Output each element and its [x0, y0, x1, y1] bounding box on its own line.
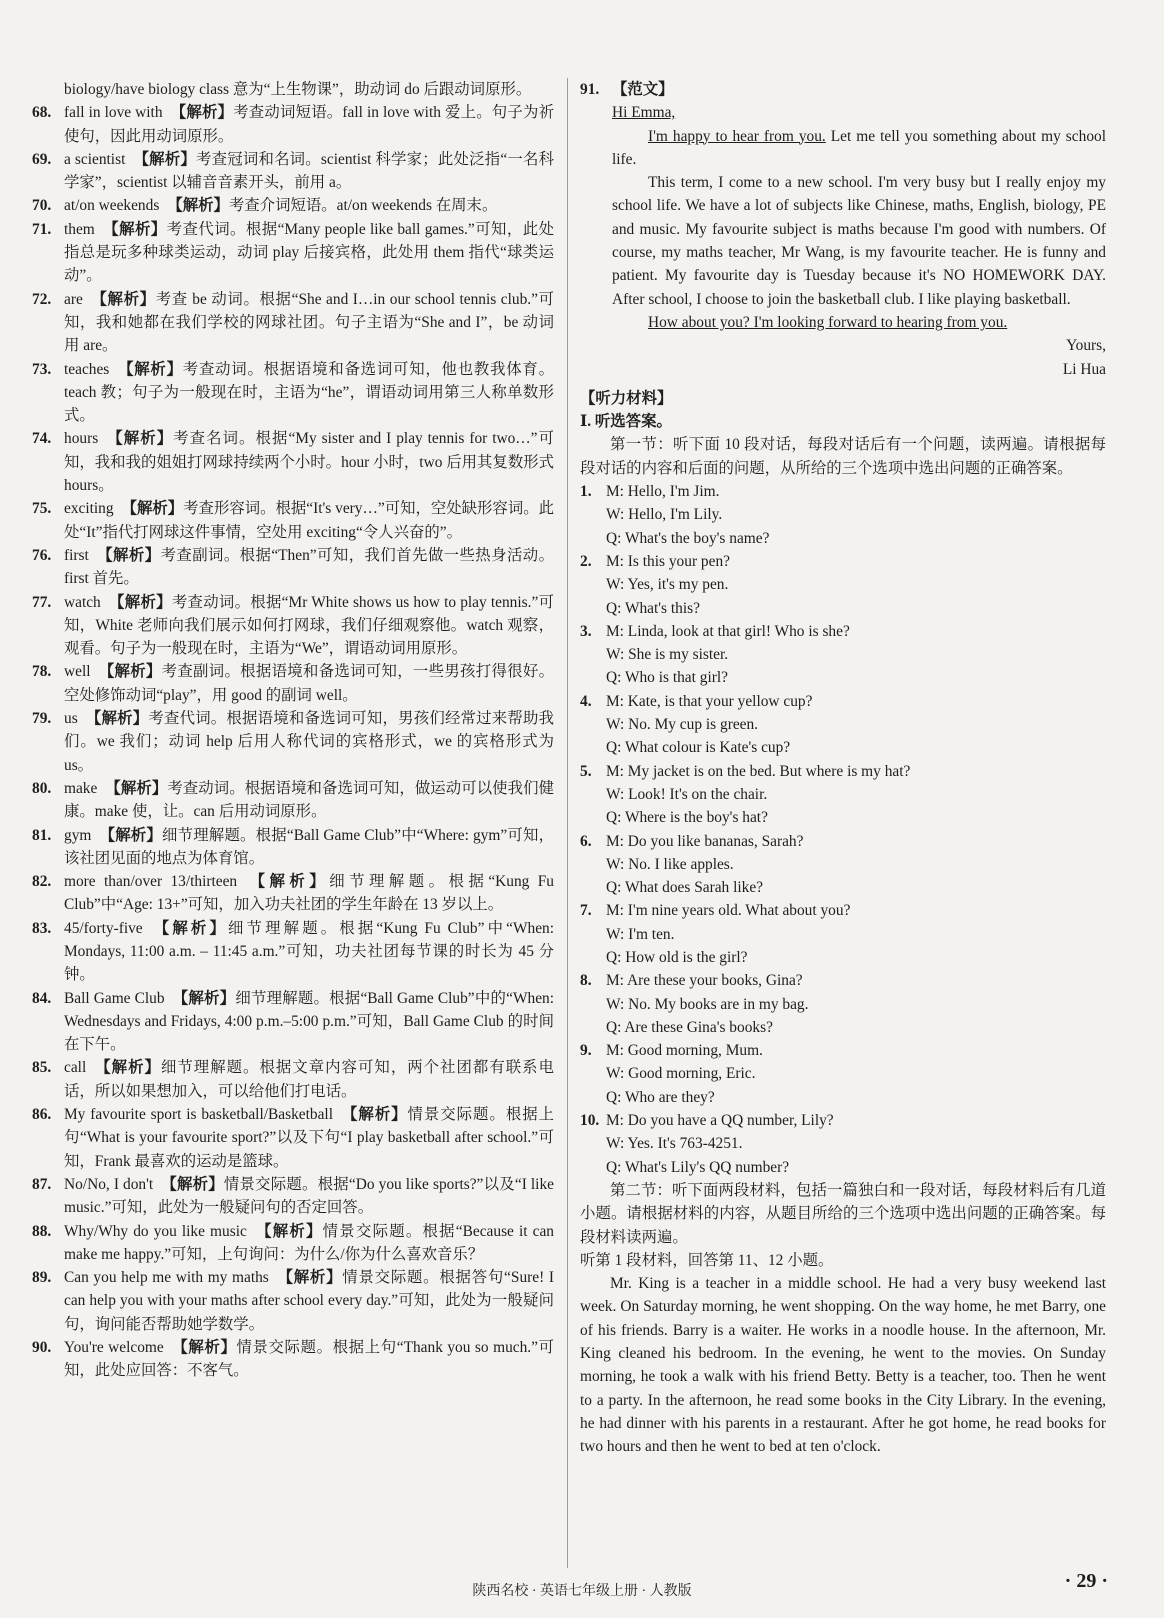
- item-answer: more than/over 13/thirteen: [64, 873, 238, 891]
- analysis-text: 细节理解题。根据文章内容可知，两个社团都有联系电话，所以如果想加入，可以给他们打电话。: [64, 1059, 554, 1100]
- essay-signature: Li Hua: [1062, 360, 1106, 378]
- analysis-tag: 【解析】: [99, 826, 163, 844]
- item-number: 70.: [32, 197, 52, 215]
- listening-title: 【听力材料】: [580, 389, 673, 407]
- analysis-text: 考查名词。根据“My sister and I play tennis for two…”可知，我和我的姐姐打网球持续两个小时。hour 小时，two 后用其复数形式 hours。: [64, 430, 554, 495]
- analysis-tag: 【解析】: [85, 710, 149, 728]
- dialogue: [580, 480, 1106, 550]
- analysis-tag: 【解析】: [105, 779, 168, 797]
- item-answer: exciting: [64, 500, 114, 518]
- answer-item: [32, 194, 554, 217]
- item-answer: Ball Game Club: [64, 989, 165, 1007]
- right-column: [580, 78, 1106, 1459]
- item-answer: watch: [64, 593, 101, 611]
- analysis-text: 考查形容词。根据“It's very…”可知，空处缺形容词。此处“It”指代打网球这件事情，空处用 exciting“令人兴奋的”。: [64, 500, 554, 541]
- item-number: 81.: [32, 826, 52, 844]
- analysis-text: 情景交际题。根据“Because it can make me happy.”可知，上句询问：为什么/你为什么喜欢音乐？: [64, 1222, 554, 1263]
- continued-text: biology/have biology class 意为“上生物课”，助动词 do 后跟动词原形。: [64, 81, 532, 98]
- analysis-text: 考查副词。根据语境和备选词可知，一些男孩打得很好。空处修饰动词“play”，用 good 的副词 well。: [64, 663, 554, 704]
- analysis-text: 细节理解题。根据“Kung Fu Club”中“When: Mondays, 11:00 a.m. – 11:45 a.m.”可知，功夫社团每节课的时长为 45 分钟。: [64, 919, 554, 984]
- answer-item: [32, 777, 554, 824]
- analysis-tag: 【解析】: [170, 104, 234, 122]
- item-number: 89.: [32, 1269, 52, 1287]
- dialogue-line: Q: Who is that girl?: [606, 669, 728, 687]
- item-answer: at/on weekends: [64, 197, 160, 215]
- analysis-tag: 【解析】: [150, 919, 228, 937]
- item-number: 85.: [32, 1059, 52, 1077]
- item-number: 75.: [32, 500, 52, 518]
- dialogue-line: W: Yes. It's 763-4251.: [606, 1135, 743, 1153]
- dialogue: [580, 830, 1106, 900]
- answer-item: [32, 1173, 554, 1220]
- dialogue-number: 10.: [580, 1112, 600, 1130]
- dialogue-line: Q: Are these Gina's books?: [606, 1018, 773, 1036]
- item-answer: fall in love with: [64, 104, 163, 122]
- page-number: · 29 ·: [1064, 1570, 1108, 1592]
- dialogue-list: [580, 480, 1106, 1179]
- essay-paragraph-1: I'm happy to hear from you. Let me tell you something about my school life.: [612, 127, 1106, 168]
- dialogue-line: M: Kate, is that your yellow cup?: [606, 692, 813, 710]
- item-answer: make: [64, 779, 98, 797]
- dialogue-line: Q: Who are they?: [606, 1088, 715, 1106]
- answer-item: [32, 427, 554, 497]
- dialogue-line: W: No. I like apples.: [606, 855, 734, 873]
- answer-item: [32, 987, 554, 1057]
- analysis-text: 细节理解题。根据“Ball Game Club”中“Where: gym”可知，该社团见面的地点为体育馆。: [64, 826, 554, 867]
- column-divider: [567, 78, 568, 1568]
- essay-closing: Yours,: [1066, 337, 1106, 355]
- dialogue-number: 9.: [580, 1042, 592, 1060]
- item-answer: us: [64, 710, 78, 728]
- answer-item: [32, 707, 554, 777]
- answer-list: [32, 101, 554, 1382]
- item-number: 71.: [32, 220, 52, 238]
- dialogue-line: Q: How old is the girl?: [606, 948, 748, 966]
- item-answer: gym: [64, 826, 92, 844]
- dialogue: [580, 1039, 1106, 1109]
- dialogue: [580, 690, 1106, 760]
- item-answer: Can you help me with my maths: [64, 1269, 269, 1287]
- analysis-text: 考查介词短语。at/on weekends 在周末。: [228, 197, 498, 215]
- dialogue-line: M: Is this your pen?: [606, 552, 730, 570]
- analysis-text: 情景交际题。根据上句“What is your favourite sport?”以及下句“I play basketball after school.”可知，Frank 最喜欢的运动是篮球。: [64, 1106, 554, 1170]
- analysis-text: 考查代词。根据“Many people like ball games.”可知，此处指总是玩多种球类运动，动词 play 后接宾格，此处用 them 指代“球类运动”。: [64, 220, 554, 285]
- item-answer: a scientist: [64, 150, 126, 168]
- item-answer: call: [64, 1059, 87, 1077]
- sample-title: 【范文】: [612, 81, 674, 98]
- dialogue-line: M: Do you like bananas, Sarah?: [606, 832, 804, 850]
- analysis-tag: 【解析】: [133, 150, 197, 168]
- answer-item: [32, 824, 554, 871]
- item-number: 83.: [32, 919, 52, 937]
- dialogue-line: W: No. My books are in my bag.: [606, 995, 809, 1013]
- answer-item: [32, 148, 554, 195]
- item-number: 88.: [32, 1222, 52, 1240]
- analysis-tag: 【解析】: [161, 1175, 224, 1193]
- item-answer: them: [64, 220, 95, 238]
- analysis-text: 考查动词。根据“Mr White shows us how to play tennis.”可知，White 老师向我们展示如何打网球，我们仔细观察他。watch 观察，观看。句子为一般现在时，主语为“We”，谓语动词用原形。: [64, 593, 554, 658]
- dialogue: [580, 969, 1106, 1039]
- material-1-passage: Mr. King is a teacher in a middle school. He had a very busy weekend last week. On Saturday morning, he went shopping. On the way home, he met Barry, one of his friends. Barry is a waiter. He works in a noodle house. In the afternoon, Mr. King cleaned his bedroom. In the evening, he went to the movies. On Sunday morning, he took a walk with his friend Betty. Betty is a teacher, too. Then he went to a party. In the afternoon, he read some books in the City Library. In the evening, he had dinner with his parents in a restaurant. After he got home, he read books for two hours and then he went to bed at ten o'clock.: [580, 1275, 1106, 1456]
- item-answer: hours: [64, 430, 99, 448]
- analysis-tag: 【解析】: [94, 1059, 161, 1077]
- essay-paragraph-3: How about you? I'm looking forward to hearing from you.: [648, 313, 1008, 331]
- answer-item: [32, 288, 554, 358]
- dialogue: [580, 620, 1106, 690]
- listening-part-1-instructions: 第一节：听下面 10 段对话，每段对话后有一个问题，读两遍。请根据每段对话的内容和后面的问题，从所给的三个选项中选出问题的正确答案。: [580, 436, 1106, 477]
- dialogue-number: 6.: [580, 832, 592, 850]
- answer-item: [32, 660, 554, 707]
- dialogue-line: W: Yes, it's my pen.: [606, 576, 729, 594]
- analysis-tag: 【解析】: [340, 1106, 408, 1124]
- dialogue-line: Q: What's this?: [606, 599, 700, 617]
- answer-item: [32, 1056, 554, 1103]
- analysis-text: 考查副词。根据“Then”可知，我们首先做一些热身活动。first 首先。: [64, 546, 554, 588]
- dialogue-line: W: Look! It's on the chair.: [606, 785, 768, 803]
- dialogue-number: 1.: [580, 483, 592, 501]
- answer-item: [32, 358, 554, 428]
- listening-section-1: Ⅰ. 听选答案。: [580, 413, 672, 431]
- dialogue: [580, 550, 1106, 620]
- dialogue: [580, 760, 1106, 830]
- sample-essay: [580, 78, 1106, 381]
- item-answer: teaches: [64, 360, 110, 378]
- answer-item: [32, 497, 554, 544]
- analysis-text: 情景交际题。根据上句“Thank you so much.”可知，此处应回答：不客气。: [64, 1339, 554, 1380]
- answer-item: [32, 870, 554, 917]
- dialogue-number: 7.: [580, 902, 592, 920]
- item-number: 73.: [32, 360, 52, 378]
- item-number: 79.: [32, 710, 52, 728]
- item-answer: first: [64, 546, 89, 564]
- analysis-tag: 【解析】: [171, 1339, 237, 1357]
- analysis-text: 细节理解题。根据“Ball Game Club”中的“When: Wednesdays and Fridays, 4:00 p.m.–5:00 p.m.”可知，Ball Game Club 的时间在下午。: [64, 989, 555, 1054]
- item-number: 90.: [32, 1339, 52, 1357]
- analysis-text: 考查动词。根据语境和备选词可知，做运动可以使我们健康。make 使，让。can 后用动词原形。: [64, 779, 554, 821]
- item-number: 72.: [32, 290, 52, 308]
- item-number: 76.: [32, 546, 52, 564]
- answer-item: [32, 1220, 554, 1267]
- dialogue: [580, 899, 1106, 969]
- dialogue-line: Q: What's Lily's QQ number?: [606, 1158, 790, 1176]
- analysis-text: 细节理解题。根据“Kung Fu Club”中“Age: 13+”可知，加入功夫社团的学生年龄在 13 岁以上。: [64, 873, 554, 914]
- dialogue-number: 5.: [580, 762, 592, 780]
- item-number: 80.: [32, 779, 52, 797]
- item-number: 84.: [32, 989, 52, 1007]
- answer-item: [32, 1266, 554, 1336]
- answer-item: [32, 544, 554, 591]
- analysis-text: 考查动词短语。fall in love with 爱上。句子为祈使句，因此用动词原形。: [64, 104, 554, 145]
- dialogue-number: 8.: [580, 972, 592, 990]
- item-number: 68.: [32, 104, 52, 122]
- item-answer: My favourite sport is basketball/Basketball: [64, 1106, 333, 1124]
- answer-item: [32, 591, 554, 661]
- dialogue-line: W: No. My cup is green.: [606, 716, 759, 734]
- item-number: 87.: [32, 1175, 52, 1193]
- item-number: 82.: [32, 873, 52, 891]
- analysis-tag: 【解析】: [106, 430, 174, 448]
- analysis-text: 考查动词。根据语境和备选词可知，他也教我体育。teach 教；句子为一般现在时，主语为“he”，谓语动词用第三人称单数形式。: [64, 360, 554, 425]
- item-number: 77.: [32, 593, 52, 611]
- item-number: 86.: [32, 1106, 52, 1124]
- dialogue-line: M: I'm nine years old. What about you?: [606, 902, 851, 920]
- item-number: 74.: [32, 430, 52, 448]
- dialogue-line: W: She is my sister.: [606, 646, 729, 664]
- dialogue-number: 4.: [580, 692, 592, 710]
- analysis-text: 考查 be 动词。根据“She and I…in our school tennis club.”可知，我和她都在我们学校的网球社团。句子主语为“She and I”，be 动词用 are。: [64, 290, 554, 355]
- analysis-tag: 【解析】: [245, 873, 330, 891]
- essay-paragraph-2: This term, I come to a new school. I'm very busy but I really enjoy my school life. We have a lot of subjects like Chinese, maths, English, biology, PE and music. My favourite subject is maths because I'm good with numbers. Of course, my maths teacher, Mr Wang, is my favourite teacher. He is funny and patient. My favourite day is Tuesday because it's NO HOMEWORK DAY. After school, I choose to join the basketball club. I like playing basketball.: [612, 174, 1106, 308]
- analysis-tag: 【解析】: [96, 546, 161, 564]
- left-column: [32, 78, 554, 1383]
- analysis-text: 考查代词。根据语境和备选词可知，男孩们经常过来帮助我们。we 我们；动词 help 后用人称代词的宾格形式，we 的宾格形式为 us。: [64, 710, 554, 774]
- analysis-tag: 【解析】: [167, 197, 229, 215]
- item-answer: Why/Why do you like music: [64, 1222, 247, 1240]
- essay-greeting: Hi Emma,: [612, 104, 676, 122]
- listening-part-2-instructions: 第二节：听下面两段材料，包括一篇独白和一段对话，每段材料后有几道小题。请根据材料的内容，从题目所给的三个选项中选出问题的正确答案。每段材料读两遍。: [580, 1181, 1106, 1246]
- page-footer: 陕西名校 · 英语七年级上册 · 人教版: [472, 1584, 692, 1599]
- analysis-text: 情景交际题。根据“Do you like sports?”以及“I like music.”可知，此处为一般疑问句的否定回答。: [64, 1175, 554, 1217]
- dialogue-line: W: Good morning, Eric.: [606, 1065, 756, 1083]
- dialogue-line: Q: What does Sarah like?: [606, 879, 763, 897]
- answer-item: [32, 917, 554, 987]
- answer-item: [32, 1103, 554, 1173]
- item-answer: are: [64, 290, 83, 308]
- item-answer: 45/forty-five: [64, 919, 143, 937]
- dialogue-line: M: Do you have a QQ number, Lily?: [606, 1112, 834, 1130]
- dialogue-line: M: Linda, look at that girl! Who is she?: [606, 622, 850, 640]
- essay-body: [612, 101, 1106, 381]
- item-number: 78.: [32, 663, 52, 681]
- dialogue-line: W: I'm ten.: [606, 925, 675, 943]
- analysis-text: 情景交际题。根据答句“Sure! I can help you with your maths after school every day.”可知，此处为一般疑问句，询问能否帮助她学数学。: [64, 1269, 554, 1333]
- dialogue-number: 3.: [580, 622, 592, 640]
- item-number: 91.: [580, 81, 600, 98]
- item-answer: You're welcome: [64, 1339, 164, 1357]
- analysis-tag: 【解析】: [172, 989, 236, 1007]
- item-answer: well: [64, 663, 91, 681]
- analysis-tag: 【解析】: [254, 1222, 323, 1240]
- dialogue: [580, 1109, 1106, 1179]
- analysis-text: 考查冠词和名词。scientist 科学家；此处泛指“一名科学家”，scientist 以辅音音素开头，前用 a。: [64, 150, 554, 192]
- dialogue-line: Q: What's the boy's name?: [606, 529, 770, 547]
- analysis-tag: 【解析】: [108, 593, 172, 611]
- dialogue-line: Q: What colour is Kate's cup?: [606, 739, 791, 757]
- item-answer: No/No, I don't: [64, 1175, 154, 1193]
- analysis-tag: 【解析】: [102, 220, 167, 238]
- analysis-tag: 【解析】: [98, 663, 162, 681]
- answer-item: [32, 101, 554, 148]
- dialogue-line: Q: Where is the boy's hat?: [606, 809, 768, 827]
- dialogue-line: M: Hello, I'm Jim.: [606, 483, 720, 501]
- answer-item: [32, 1336, 554, 1383]
- analysis-tag: 【解析】: [121, 500, 184, 518]
- dialogue-line: M: Good morning, Mum.: [606, 1042, 763, 1060]
- dialogue-line: M: My jacket is on the bed. But where is my hat?: [606, 762, 911, 780]
- analysis-tag: 【解析】: [276, 1269, 343, 1287]
- dialogue-number: 2.: [580, 552, 592, 570]
- analysis-tag: 【解析】: [90, 290, 156, 308]
- item-number: 69.: [32, 150, 52, 168]
- analysis-tag: 【解析】: [117, 360, 183, 378]
- answer-item: [32, 218, 554, 288]
- material-1-heading: 听第 1 段材料，回答第 11、12 小题。: [580, 1251, 834, 1269]
- dialogue-line: W: Hello, I'm Lily.: [606, 506, 723, 524]
- dialogue-line: M: Are these your books, Gina?: [606, 972, 803, 990]
